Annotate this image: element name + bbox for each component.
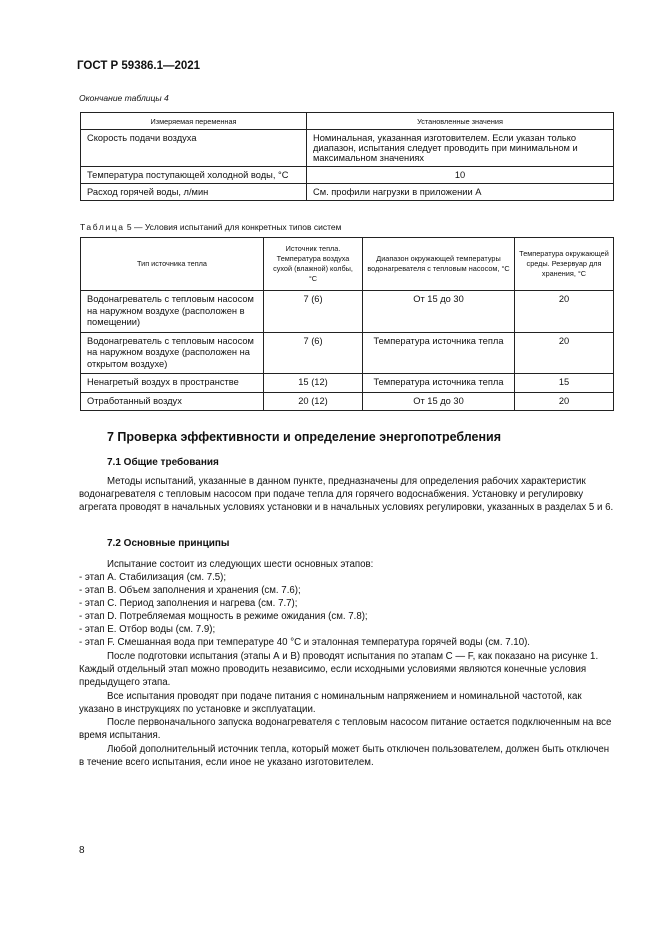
table4-cell: Температура поступающей холодной воды, °С bbox=[81, 167, 307, 184]
table5-cell: 7 (6) bbox=[264, 332, 363, 374]
table5-col-header: Температура окружающей среды. Резервуар для хранения, °С bbox=[515, 238, 614, 291]
table5-cell: Отработанный воздух bbox=[81, 392, 264, 411]
paragraph: Любой дополнительный источник тепла, который может быть отключен пользователем, должен быть отключен в течение всего испытания, если иное не указано изготовителем. bbox=[79, 744, 610, 768]
table-row bbox=[81, 332, 614, 374]
paragraph: После подготовки испытания (этапы А и В) проводят испытания по этапам С — F, как показано на рисунке 1. Каждый отдельный этап можно проводить независимо, если исходными условиями являются конечные условия предыдущего этапа. bbox=[79, 651, 599, 688]
table5-col-header: Тип источника тепла bbox=[81, 238, 264, 291]
table4-cell: 10 bbox=[307, 167, 614, 184]
table5-cell: 15 bbox=[515, 374, 614, 393]
table5-cell: Водонагреватель с тепловым насосом на наружном воздухе (расположен в помещении) bbox=[81, 291, 264, 333]
list-item: - этап Е. Отбор воды (см. 7.9); bbox=[79, 624, 216, 635]
section-7-title: 7 Проверка эффективности и определение энергопотребления bbox=[107, 430, 502, 444]
paragraph: Все испытания проводят при подаче питания с номинальным напряжением и номинальной частотой, как указано в инструкциях по установке и эксплуатации. bbox=[79, 691, 582, 715]
table4-cell: Скорость подачи воздуха bbox=[81, 130, 307, 167]
table-row bbox=[81, 291, 614, 333]
table5-cell: От 15 до 30 bbox=[363, 291, 515, 333]
paragraph: После первоначального запуска водонагревателя с тепловым насосом питание остается подключенным на все время испытания. bbox=[79, 717, 612, 741]
list-item: - этап D. Потребляемая мощность в режиме ожидания (см. 7.8); bbox=[79, 611, 368, 622]
table5-caption-text: 5 — Условия испытаний для конкретных типов систем bbox=[124, 222, 342, 232]
table5-cell: 20 bbox=[515, 332, 614, 374]
list-item: - этап В. Объем заполнения и хранения (см. 7.6); bbox=[79, 585, 301, 596]
table4-col-header: Измеряемая переменная bbox=[81, 113, 307, 130]
table4 bbox=[80, 112, 614, 201]
table5-cell: 20 bbox=[515, 392, 614, 411]
table5-cell: Температура источника тепла bbox=[363, 332, 515, 374]
table5-header-row bbox=[81, 238, 614, 291]
table5-cell: 20 bbox=[515, 291, 614, 333]
table5-cell: Водонагреватель с тепловым насосом на наружном воздухе (расположен на открытом воздухе) bbox=[81, 332, 264, 374]
list-item: - этап А. Стабилизация (см. 7.5); bbox=[79, 572, 227, 583]
table-row bbox=[81, 392, 614, 411]
table5-col-header: Источник тепла. Температура воздуха сухой (влажной) колбы, °С bbox=[264, 238, 363, 291]
table4-cell: См. профили нагрузки в приложении А bbox=[307, 184, 614, 201]
table4-cell: Номинальная, указанная изготовителем. Если указан только диапазон, испытания следует проводить при минимальном и максимальном значениях bbox=[307, 130, 614, 167]
page-number: 8 bbox=[79, 845, 85, 856]
table-row bbox=[81, 167, 614, 184]
list-item: - этап С. Период заполнения и нагрева (см. 7.7); bbox=[79, 598, 298, 609]
table4-caption: Окончание таблицы 4 bbox=[79, 93, 169, 103]
table5-cell: От 15 до 30 bbox=[363, 392, 515, 411]
table5-cell: 15 (12) bbox=[264, 374, 363, 393]
table5-cell: 20 (12) bbox=[264, 392, 363, 411]
section-7-1-text: Методы испытаний, указанные в данном пункте, предназначены для определения рабочих характеристик водонагревателя с тепловым насосом при подаче тепла для горячего водоснабжения. Установку и регулировку агрегата проводят в начальных условиях установки и в начальных условиях регулировки, указанных в разделах 5 и 6. bbox=[79, 476, 614, 513]
table5 bbox=[80, 237, 614, 411]
table5-col-header: Диапазон окружающей температуры водонагревателя с тепловым насосом, °С bbox=[363, 238, 515, 291]
table-row bbox=[81, 130, 614, 167]
stage-list bbox=[79, 571, 614, 649]
table5-cell: Температура источника тепла bbox=[363, 374, 515, 393]
list-item: - этап F. Смешанная вода при температуре 40 °С и эталонная температура горячей воды (см. 7.10). bbox=[79, 637, 530, 648]
section-7-1-title: 7.1 Общие требования bbox=[107, 457, 219, 468]
document-id: ГОСТ Р 59386.1—2021 bbox=[77, 60, 201, 72]
table4-header-row bbox=[81, 113, 614, 130]
table-row bbox=[81, 184, 614, 201]
table-row bbox=[81, 374, 614, 393]
table5-cell: Ненагретый воздух в пространстве bbox=[81, 374, 264, 393]
table4-col-header: Установленные значения bbox=[307, 113, 614, 130]
table5-caption-label: Таблица bbox=[80, 222, 125, 232]
table5-caption bbox=[80, 222, 342, 232]
section-7-2-intro: Испытание состоит из следующих шести основных этапов: bbox=[107, 559, 374, 570]
table5-cell: 7 (6) bbox=[264, 291, 363, 333]
section-7-2-title: 7.2 Основные принципы bbox=[107, 538, 230, 549]
table4-cell: Расход горячей воды, л/мин bbox=[81, 184, 307, 201]
